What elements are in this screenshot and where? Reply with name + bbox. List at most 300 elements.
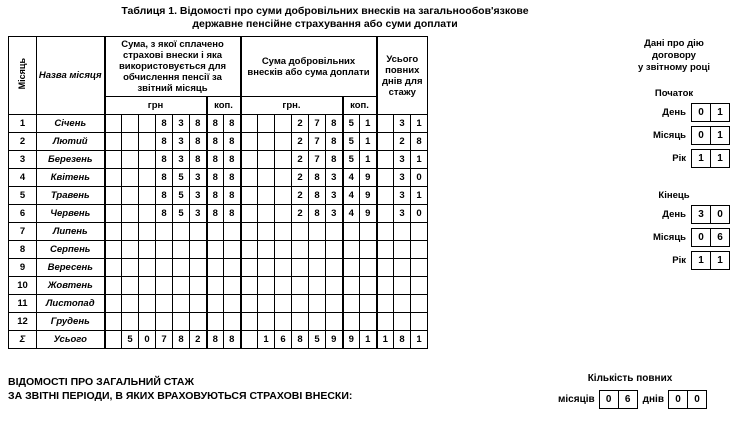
panel-title-line-2: договору (652, 50, 696, 61)
cell-kop1-digit[interactable] (207, 277, 224, 295)
cell-grn1-digit[interactable] (173, 313, 190, 331)
cell-grn1-digit[interactable]: 5 (122, 331, 139, 349)
cell-grn2-digit[interactable] (292, 241, 309, 259)
cell-kop2-digit[interactable]: 5 (343, 115, 360, 133)
cell-kop2-digit[interactable]: 5 (343, 151, 360, 169)
cell-kop1-digit[interactable] (224, 277, 241, 295)
cell-days-digit[interactable] (377, 259, 394, 277)
cell-days-digit[interactable] (411, 277, 428, 295)
cell-grn2-digit[interactable]: 8 (309, 169, 326, 187)
cell-days-digit[interactable] (411, 259, 428, 277)
cell-grn1-digit[interactable] (190, 241, 207, 259)
cell-grn1-digit[interactable] (190, 277, 207, 295)
cell-grn2-digit[interactable] (241, 223, 258, 241)
header-days: Усього повних днів для стажу (377, 37, 428, 115)
cell-days-digit[interactable]: 3 (394, 115, 411, 133)
cell-days-digit[interactable] (394, 295, 411, 313)
months-digit-box[interactable]: 6 (618, 390, 638, 409)
cell-grn2-digit[interactable] (292, 259, 309, 277)
cell-grn2-digit[interactable] (275, 151, 292, 169)
cell-grn2-digit[interactable] (258, 241, 275, 259)
cell-grn2-digit[interactable] (241, 331, 258, 349)
cell-grn1-digit[interactable]: 8 (156, 133, 173, 151)
cell-grn2-digit[interactable]: 8 (326, 133, 343, 151)
cell-days-digit[interactable] (377, 151, 394, 169)
cell-days-digit[interactable] (394, 277, 411, 295)
cell-grn1-digit[interactable] (156, 259, 173, 277)
cell-grn1-digit[interactable]: 5 (173, 187, 190, 205)
cell-grn1-digit[interactable] (122, 205, 139, 223)
cell-days-digit[interactable] (377, 223, 394, 241)
cell-days-digit[interactable] (394, 259, 411, 277)
cell-grn1-digit[interactable] (139, 187, 156, 205)
contract-start-boxes[interactable] (692, 149, 730, 168)
cell-days-digit[interactable] (377, 205, 394, 223)
cell-grn2-digit[interactable] (275, 241, 292, 259)
cell-kop1-digit[interactable]: 8 (207, 133, 224, 151)
cell-grn2-digit[interactable] (258, 151, 275, 169)
cell-kop1-digit[interactable]: 8 (207, 205, 224, 223)
cell-days-digit[interactable]: 3 (394, 151, 411, 169)
cell-kop1-digit[interactable] (207, 295, 224, 313)
cell-grn2-digit[interactable]: 3 (326, 169, 343, 187)
cell-kop1-digit[interactable]: 8 (224, 133, 241, 151)
cell-grn2-digit[interactable]: 2 (292, 151, 309, 169)
cell-grn1-digit[interactable] (190, 313, 207, 331)
table-row (9, 295, 428, 313)
cell-days-digit[interactable]: 0 (411, 205, 428, 223)
cell-grn2-digit[interactable] (275, 277, 292, 295)
cell-kop1-digit[interactable] (207, 241, 224, 259)
cell-month-name: Усього (37, 331, 105, 349)
footer-note-line-2: ЗА ЗВІТНІ ПЕРІОДИ, В ЯКИХ ВРАХОВУЮТЬСЯ СТРАХОВІ ВНЕСКИ: (8, 390, 353, 402)
cell-grn2-digit[interactable] (275, 169, 292, 187)
cell-days-digit[interactable]: 1 (411, 115, 428, 133)
cell-grn2-digit[interactable] (258, 187, 275, 205)
cell-grn1-digit[interactable] (190, 259, 207, 277)
cell-grn2-digit[interactable]: 7 (309, 115, 326, 133)
cell-grn1-digit[interactable] (122, 277, 139, 295)
cell-grn2-digit[interactable] (326, 223, 343, 241)
cell-days-digit[interactable]: 1 (411, 151, 428, 169)
cell-grn2-digit[interactable] (309, 277, 326, 295)
cell-days-digit[interactable] (377, 133, 394, 151)
cell-days-digit[interactable] (394, 241, 411, 259)
cell-days-digit[interactable]: 1 (411, 187, 428, 205)
cell-grn1-digit[interactable]: 3 (190, 205, 207, 223)
cell-kop2-digit[interactable]: 9 (343, 331, 360, 349)
cell-grn2-digit[interactable]: 9 (326, 331, 343, 349)
contract-start-row (618, 149, 730, 168)
cell-days-digit[interactable]: 3 (394, 205, 411, 223)
cell-kop2-digit[interactable]: 5 (343, 133, 360, 151)
cell-days-digit[interactable] (377, 169, 394, 187)
contract-end-digit-box[interactable]: 1 (691, 251, 711, 270)
cell-grn1-digit[interactable]: 3 (173, 115, 190, 133)
cell-kop1-digit[interactable]: 8 (224, 151, 241, 169)
cell-grn1-digit[interactable] (139, 259, 156, 277)
cell-grn2-digit[interactable] (309, 313, 326, 331)
cell-grn1-digit[interactable]: 8 (190, 115, 207, 133)
cell-kop1-digit[interactable] (207, 259, 224, 277)
cell-kop2-digit[interactable] (360, 259, 377, 277)
cell-kop2-digit[interactable] (343, 295, 360, 313)
contract-start-boxes[interactable] (692, 103, 730, 122)
contract-start-digit-box[interactable]: 1 (710, 149, 730, 168)
cell-grn1-digit[interactable] (105, 277, 122, 295)
cell-days-digit[interactable] (377, 313, 394, 331)
cell-days-digit[interactable]: 2 (394, 133, 411, 151)
cell-days-digit[interactable]: 8 (394, 331, 411, 349)
cell-grn2-digit[interactable]: 7 (309, 151, 326, 169)
cell-grn1-digit[interactable] (105, 223, 122, 241)
cell-grn2-digit[interactable] (258, 295, 275, 313)
contract-end-digit-box[interactable]: 0 (710, 205, 730, 224)
contract-end-row (618, 228, 730, 247)
cell-grn1-digit[interactable] (122, 259, 139, 277)
cell-grn2-digit[interactable] (258, 169, 275, 187)
cell-days-digit[interactable] (411, 295, 428, 313)
cell-grn1-digit[interactable]: 8 (156, 205, 173, 223)
cell-grn1-digit[interactable]: 8 (190, 151, 207, 169)
cell-grn1-digit[interactable] (173, 259, 190, 277)
cell-grn1-digit[interactable]: 2 (190, 331, 207, 349)
cell-grn2-digit[interactable] (292, 313, 309, 331)
cell-grn2-digit[interactable] (326, 259, 343, 277)
cell-kop2-digit[interactable] (343, 277, 360, 295)
cell-grn2-digit[interactable] (241, 277, 258, 295)
cell-kop1-digit[interactable]: 8 (224, 115, 241, 133)
cell-grn1-digit[interactable] (156, 223, 173, 241)
title-line-1: Таблиця 1. Відомості про суми добровільних внесків на загальнообов'язкове (121, 5, 529, 17)
cell-kop2-digit[interactable] (360, 313, 377, 331)
cell-grn1-digit[interactable] (105, 241, 122, 259)
cell-month-no: 11 (9, 295, 37, 313)
cell-grn2-digit[interactable] (258, 223, 275, 241)
header-kop-1: коп. (207, 97, 241, 115)
header-month-no: Місяць (9, 37, 37, 115)
table-row (9, 313, 428, 331)
cell-kop2-digit[interactable]: 4 (343, 205, 360, 223)
cell-grn2-digit[interactable] (275, 205, 292, 223)
cell-kop2-digit[interactable] (360, 241, 377, 259)
contract-end-boxes[interactable] (692, 251, 730, 270)
cell-grn1-digit[interactable]: 3 (173, 151, 190, 169)
cell-grn1-digit[interactable] (139, 223, 156, 241)
cell-grn2-digit[interactable] (258, 259, 275, 277)
cell-grn2-digit[interactable]: 2 (292, 187, 309, 205)
table-row (9, 259, 428, 277)
cell-grn1-digit[interactable] (122, 169, 139, 187)
cell-kop2-digit[interactable]: 1 (360, 331, 377, 349)
cell-grn1-digit[interactable]: 8 (156, 187, 173, 205)
cell-kop1-digit[interactable]: 8 (224, 187, 241, 205)
footer-note (8, 375, 352, 403)
cell-grn1-digit[interactable] (156, 241, 173, 259)
cell-grn2-digit[interactable] (275, 187, 292, 205)
cell-grn2-digit[interactable] (241, 115, 258, 133)
cell-grn2-digit[interactable] (326, 313, 343, 331)
cell-kop2-digit[interactable] (360, 277, 377, 295)
cell-grn1-digit[interactable] (173, 295, 190, 313)
cell-grn2-digit[interactable]: 8 (309, 187, 326, 205)
cell-days-digit[interactable]: 1 (377, 331, 394, 349)
cell-kop1-digit[interactable]: 8 (207, 187, 224, 205)
cell-grn2-digit[interactable]: 3 (326, 205, 343, 223)
cell-grn2-digit[interactable] (241, 151, 258, 169)
cell-kop2-digit[interactable]: 4 (343, 187, 360, 205)
cell-kop2-digit[interactable] (343, 313, 360, 331)
cell-kop1-digit[interactable]: 8 (224, 331, 241, 349)
contract-end-digit-box[interactable]: 1 (710, 251, 730, 270)
footer-note-line-1: ВІДОМОСТІ ПРО ЗАГАЛЬНИЙ СТАЖ (8, 376, 194, 388)
cell-grn2-digit[interactable]: 2 (292, 169, 309, 187)
cell-kop2-digit[interactable]: 1 (360, 133, 377, 151)
cell-grn2-digit[interactable] (326, 295, 343, 313)
cell-kop1-digit[interactable]: 8 (207, 151, 224, 169)
cell-kop1-digit[interactable] (224, 259, 241, 277)
cell-grn2-digit[interactable] (275, 295, 292, 313)
days-digit-box[interactable]: 0 (687, 390, 707, 409)
cell-grn1-digit[interactable] (139, 151, 156, 169)
cell-grn2-digit[interactable]: 8 (326, 115, 343, 133)
cell-grn1-digit[interactable]: 5 (173, 205, 190, 223)
cell-grn2-digit[interactable] (292, 223, 309, 241)
cell-grn2-digit[interactable] (241, 259, 258, 277)
cell-days-digit[interactable]: 0 (411, 169, 428, 187)
cell-grn2-digit[interactable]: 2 (292, 133, 309, 151)
cell-grn1-digit[interactable] (173, 241, 190, 259)
cell-days-digit[interactable] (411, 223, 428, 241)
cell-days-digit[interactable] (411, 241, 428, 259)
cell-grn2-digit[interactable] (241, 241, 258, 259)
cell-days-digit[interactable] (411, 313, 428, 331)
cell-days-digit[interactable] (377, 277, 394, 295)
cell-grn2-digit[interactable] (292, 295, 309, 313)
contract-start-digit-box[interactable]: 1 (691, 149, 711, 168)
cell-days-digit[interactable]: 3 (394, 187, 411, 205)
cell-grn1-digit[interactable]: 7 (156, 331, 173, 349)
cell-grn2-digit[interactable] (258, 205, 275, 223)
cell-grn2-digit[interactable]: 2 (292, 115, 309, 133)
cell-kop1-digit[interactable]: 8 (207, 115, 224, 133)
cell-grn1-digit[interactable]: 5 (173, 169, 190, 187)
cell-grn1-digit[interactable] (139, 133, 156, 151)
cell-days-digit[interactable] (394, 223, 411, 241)
contract-start-label: День (662, 107, 686, 118)
cell-grn1-digit[interactable] (156, 277, 173, 295)
cell-grn1-digit[interactable] (122, 223, 139, 241)
cell-kop1-digit[interactable] (224, 241, 241, 259)
cell-grn2-digit[interactable]: 1 (258, 331, 275, 349)
cell-grn1-digit[interactable] (139, 295, 156, 313)
table-row (9, 277, 428, 295)
cell-grn1-digit[interactable] (122, 241, 139, 259)
cell-days-digit[interactable]: 3 (394, 169, 411, 187)
cell-grn2-digit[interactable] (275, 313, 292, 331)
cell-grn1-digit[interactable] (156, 313, 173, 331)
contract-end-row (618, 251, 730, 270)
cell-grn2-digit[interactable]: 6 (275, 331, 292, 349)
cell-kop2-digit[interactable] (343, 241, 360, 259)
days-digit-box[interactable]: 0 (668, 390, 688, 409)
cell-grn1-digit[interactable] (105, 187, 122, 205)
cell-grn1-digit[interactable]: 8 (190, 133, 207, 151)
cell-kop1-digit[interactable]: 8 (224, 169, 241, 187)
contract-end-boxes[interactable] (692, 228, 730, 247)
cell-grn1-digit[interactable] (173, 223, 190, 241)
cell-grn1-digit[interactable] (105, 151, 122, 169)
cell-kop2-digit[interactable]: 9 (360, 187, 377, 205)
cell-grn1-digit[interactable]: 8 (156, 151, 173, 169)
cell-kop1-digit[interactable] (224, 295, 241, 313)
header-month-name: Назва місяця (37, 37, 105, 115)
cell-grn2-digit[interactable] (241, 169, 258, 187)
cell-grn1-digit[interactable] (122, 151, 139, 169)
cell-grn1-digit[interactable] (105, 115, 122, 133)
contract-start-digit-box[interactable]: 0 (691, 103, 711, 122)
cell-grn1-digit[interactable] (122, 187, 139, 205)
cell-kop2-digit[interactable]: 4 (343, 169, 360, 187)
cell-kop1-digit[interactable]: 8 (224, 205, 241, 223)
cell-kop2-digit[interactable]: 1 (360, 151, 377, 169)
cell-kop2-digit[interactable] (343, 223, 360, 241)
contract-end-digit-box[interactable]: 0 (691, 228, 711, 247)
contract-start-boxes[interactable] (692, 126, 730, 145)
header-grn-2: грн. (241, 97, 343, 115)
cell-grn1-digit[interactable] (105, 331, 122, 349)
cell-days-digit[interactable]: 1 (411, 331, 428, 349)
cell-grn2-digit[interactable] (309, 223, 326, 241)
cell-month-no: Σ (9, 331, 37, 349)
cell-grn1-digit[interactable] (173, 277, 190, 295)
cell-days-digit[interactable] (377, 241, 394, 259)
cell-kop2-digit[interactable]: 9 (360, 169, 377, 187)
cell-grn2-digit[interactable] (309, 259, 326, 277)
cell-kop1-digit[interactable]: 8 (207, 331, 224, 349)
cell-grn2-digit[interactable]: 5 (309, 331, 326, 349)
cell-grn2-digit[interactable] (241, 205, 258, 223)
cell-grn1-digit[interactable]: 3 (190, 169, 207, 187)
cell-grn1-digit[interactable]: 0 (139, 331, 156, 349)
cell-grn2-digit[interactable] (275, 259, 292, 277)
contract-start-digit-box[interactable]: 1 (710, 126, 730, 145)
cell-grn1-digit[interactable]: 8 (173, 331, 190, 349)
cell-grn1-digit[interactable] (139, 169, 156, 187)
cell-kop2-digit[interactable] (360, 223, 377, 241)
cell-kop1-digit[interactable] (207, 223, 224, 241)
months-boxes[interactable] (600, 390, 638, 409)
cell-month-name: Травень (37, 187, 105, 205)
cell-grn2-digit[interactable]: 8 (326, 151, 343, 169)
contract-start-label: Рік (672, 153, 686, 164)
cell-grn1-digit[interactable] (139, 205, 156, 223)
cell-kop2-digit[interactable] (343, 259, 360, 277)
cell-grn2-digit[interactable] (275, 223, 292, 241)
cell-grn1-digit[interactable] (156, 295, 173, 313)
cell-grn1-digit[interactable] (139, 277, 156, 295)
months-digit-box[interactable]: 0 (599, 390, 619, 409)
cell-grn2-digit[interactable]: 8 (292, 331, 309, 349)
title-line-2: державне пенсійне страхування або суми доплати (192, 18, 458, 30)
cell-month-name: Липень (37, 223, 105, 241)
cell-grn1-digit[interactable]: 8 (156, 115, 173, 133)
cell-grn1-digit[interactable] (105, 313, 122, 331)
cell-grn1-digit[interactable]: 3 (173, 133, 190, 151)
cell-month-name: Жовтень (37, 277, 105, 295)
cell-grn1-digit[interactable] (105, 169, 122, 187)
cell-grn1-digit[interactable] (122, 295, 139, 313)
cell-kop1-digit[interactable] (224, 223, 241, 241)
cell-grn2-digit[interactable] (292, 277, 309, 295)
cell-grn1-digit[interactable] (139, 115, 156, 133)
cell-grn2-digit[interactable] (241, 133, 258, 151)
contract-end-digit-box[interactable]: 6 (710, 228, 730, 247)
table-row (9, 151, 428, 169)
cell-kop1-digit[interactable] (224, 313, 241, 331)
cell-grn1-digit[interactable] (139, 313, 156, 331)
cell-grn1-digit[interactable] (105, 133, 122, 151)
cell-days-digit[interactable] (377, 295, 394, 313)
cell-month-name: Квітень (37, 169, 105, 187)
cell-days-digit[interactable] (394, 313, 411, 331)
cell-grn1-digit[interactable] (105, 259, 122, 277)
cell-days-digit[interactable] (377, 115, 394, 133)
cell-grn1-digit[interactable] (105, 205, 122, 223)
cell-grn2-digit[interactable] (275, 133, 292, 151)
days-boxes[interactable] (669, 390, 707, 409)
cell-grn1-digit[interactable] (122, 115, 139, 133)
cell-kop1-digit[interactable]: 8 (207, 169, 224, 187)
cell-grn2-digit[interactable]: 8 (309, 205, 326, 223)
cell-grn1-digit[interactable] (105, 295, 122, 313)
cell-grn1-digit[interactable] (122, 133, 139, 151)
cell-grn2-digit[interactable] (258, 115, 275, 133)
cell-grn2-digit[interactable] (275, 115, 292, 133)
contract-start-digit-box[interactable]: 1 (710, 103, 730, 122)
cell-grn2-digit[interactable] (258, 277, 275, 295)
cell-days-digit[interactable]: 8 (411, 133, 428, 151)
cell-grn2-digit[interactable] (258, 313, 275, 331)
cell-kop2-digit[interactable]: 9 (360, 205, 377, 223)
cell-grn2-digit[interactable]: 3 (326, 187, 343, 205)
contract-start-digit-box[interactable]: 0 (691, 126, 711, 145)
cell-kop1-digit[interactable] (207, 313, 224, 331)
cell-grn2-digit[interactable] (241, 313, 258, 331)
cell-grn2-digit[interactable] (241, 187, 258, 205)
cell-grn1-digit[interactable]: 3 (190, 187, 207, 205)
cell-grn1-digit[interactable] (190, 223, 207, 241)
cell-grn1-digit[interactable] (190, 295, 207, 313)
cell-grn2-digit[interactable] (309, 295, 326, 313)
cell-grn1-digit[interactable] (122, 313, 139, 331)
cell-kop2-digit[interactable]: 1 (360, 115, 377, 133)
cell-grn2-digit[interactable] (309, 241, 326, 259)
cell-grn2-digit[interactable]: 2 (292, 205, 309, 223)
contract-end-digit-box[interactable]: 3 (691, 205, 711, 224)
cell-kop2-digit[interactable] (360, 295, 377, 313)
cell-grn1-digit[interactable]: 8 (156, 169, 173, 187)
cell-grn2-digit[interactable] (326, 241, 343, 259)
cell-grn2-digit[interactable]: 7 (309, 133, 326, 151)
cell-days-digit[interactable] (377, 187, 394, 205)
contract-end-boxes[interactable] (692, 205, 730, 224)
cell-grn2-digit[interactable] (258, 133, 275, 151)
cell-grn2-digit[interactable] (326, 277, 343, 295)
end-section-label: Кінець (658, 190, 690, 201)
cell-grn2-digit[interactable] (241, 295, 258, 313)
cell-grn1-digit[interactable] (139, 241, 156, 259)
